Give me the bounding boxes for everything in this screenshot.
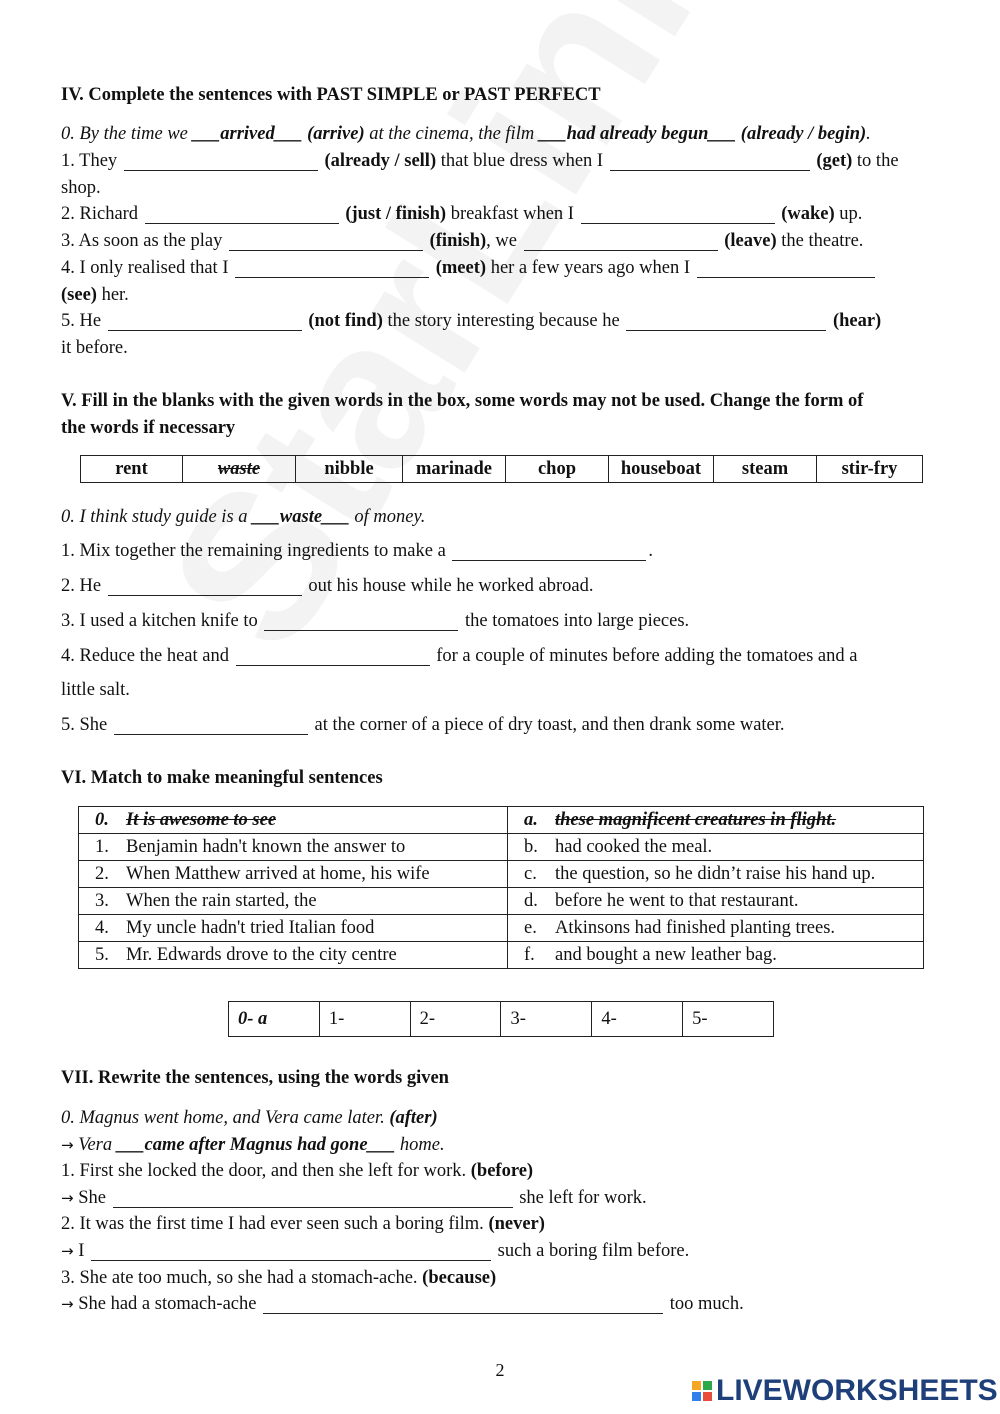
answer-input-iv-3b[interactable] [524, 233, 718, 251]
arrow-icon: → [61, 1189, 74, 1207]
word-hint: (because) [422, 1268, 497, 1288]
word-box-cell: stir-fry [817, 456, 923, 483]
row-letter: b. [524, 836, 538, 857]
logo-icon [692, 1381, 712, 1401]
section-vii-q2-answer [61, 1239, 945, 1263]
answer-input-iv-5b[interactable] [626, 313, 826, 331]
question-text: too much. [665, 1294, 744, 1314]
word-box-cell: chop [506, 456, 609, 483]
example-hint: (after) [389, 1108, 438, 1128]
section-v-q2 [61, 574, 945, 598]
match-answer-example: 0- a [229, 1002, 320, 1037]
match-right-text: these magnificent creatures in flight. [555, 809, 837, 830]
question-text: up. [834, 204, 863, 224]
question-text: her. [96, 285, 129, 305]
verb-hint: (leave) [724, 231, 777, 251]
row-number: 4. [95, 917, 109, 938]
matching-table [78, 806, 924, 969]
match-left-text: It is awesome to see [126, 809, 277, 830]
match-right-text: and bought a new leather bag. [555, 944, 777, 965]
question-text: the story interesting because he [382, 311, 625, 331]
example-text: home. [395, 1135, 445, 1155]
arrow-icon: → [61, 1295, 74, 1313]
answer-input-iv-4b[interactable] [697, 260, 875, 278]
section-v-example [61, 505, 945, 529]
section-iv-heading: IV. Complete the sentences with PAST SIMPLE or PAST PERFECT [61, 85, 601, 105]
section-v-heading-line1: V. Fill in the blanks with the given words in the box, some words may not be used. Change the form of [61, 391, 864, 411]
example-answer: ___had already begun___ [538, 124, 737, 144]
example-text: Vera [73, 1135, 117, 1155]
match-right-cell [508, 888, 924, 915]
table-row [79, 942, 924, 969]
row-number: 1. [95, 836, 109, 857]
question-text: 1. They [61, 151, 122, 171]
table-row [79, 807, 924, 834]
question-text: her a few years ago when I [486, 258, 695, 278]
match-right-cell [508, 942, 924, 969]
answer-input-iv-1a[interactable] [124, 153, 318, 171]
match-left-text: Mr. Edwards drove to the city centre [126, 944, 397, 965]
verb-hint: (get) [816, 151, 853, 171]
match-right-text: Atkinsons had finished planting trees. [555, 917, 836, 938]
answer-input-v-5[interactable] [114, 717, 308, 735]
logo-tile [703, 1381, 712, 1390]
example-text: 0. I think study guide is a [61, 507, 253, 527]
question-text: that blue dress when I [436, 151, 608, 171]
section-vii-q3-answer [61, 1292, 945, 1316]
verb-hint: (see) [61, 285, 97, 305]
example-answer: ___waste___ [252, 507, 350, 527]
answer-input-vii-3[interactable] [263, 1296, 663, 1314]
answer-input-iv-3a[interactable] [229, 233, 423, 251]
match-right-text: had cooked the meal. [555, 836, 713, 857]
row-letter: a. [524, 809, 538, 830]
table-row [79, 888, 924, 915]
question-text: the theatre. [776, 231, 864, 251]
question-text: 2. Richard [61, 204, 143, 224]
match-left-cell [79, 861, 508, 888]
answer-input-iv-1b[interactable] [610, 153, 810, 171]
logo-tile [703, 1392, 712, 1401]
question-text: She had a stomach-ache [73, 1294, 262, 1314]
word-hint: (before) [470, 1161, 534, 1181]
section-vi-heading: VI. Match to make meaningful sentences [61, 768, 383, 788]
section-vii-example-answer [61, 1133, 945, 1157]
match-answer-cell-4[interactable]: 4- [592, 1002, 683, 1037]
section-iv-q5-cont: it before. [61, 338, 128, 358]
match-right-text: before he went to that restaurant. [555, 890, 799, 911]
row-letter: e. [524, 917, 537, 938]
brand-name: LIVEWORKSHEETS [716, 1374, 998, 1407]
match-left-text: When the rain started, the [126, 890, 317, 911]
section-vii-example-question [61, 1106, 945, 1130]
match-left-text: Benjamin hadn't known the answer to [126, 836, 406, 857]
arrow-icon: → [61, 1242, 74, 1260]
section-v-heading-line2: the words if necessary [61, 418, 236, 438]
word-box-cell: nibble [296, 456, 403, 483]
question-text: for a couple of minutes before adding the tomatoes and a [431, 646, 858, 666]
section-v-q3 [61, 609, 945, 633]
row-letter: c. [524, 863, 537, 884]
verb-hint: (meet) [435, 258, 487, 278]
section-vii-q1 [61, 1159, 945, 1183]
section-iv-q1-cont: shop. [61, 178, 101, 198]
match-answer-cell-3[interactable]: 3- [501, 1002, 592, 1037]
match-left-cell [79, 888, 508, 915]
verb-hint: (wake) [781, 204, 835, 224]
verb-hint: (already / sell) [324, 151, 437, 171]
answer-input-v-1[interactable] [452, 543, 646, 561]
verb-hint: (not find) [308, 311, 383, 331]
section-vii-q2 [61, 1212, 945, 1236]
question-text: 2. It was the first time I had ever seen such a boring film. [61, 1214, 489, 1234]
question-text: 3. I used a kitchen knife to [61, 611, 263, 631]
answer-input-vii-2[interactable] [91, 1243, 491, 1261]
table-row [79, 861, 924, 888]
section-iv-q3 [61, 229, 945, 253]
example-text: 0. By the time we [61, 124, 193, 144]
question-text: at the corner of a piece of dry toast, and then drank some water. [309, 715, 785, 735]
example-hint: (already / begin) [740, 124, 867, 144]
word-box-cell: houseboat [609, 456, 714, 483]
match-right-cell [508, 861, 924, 888]
example-answer: ___arrived___ [192, 124, 303, 144]
match-answer-cell-5[interactable]: 5- [683, 1002, 774, 1037]
logo-tile [692, 1392, 701, 1401]
question-text: I [73, 1241, 89, 1261]
row-number: 0. [95, 809, 109, 830]
section-iv-q5 [61, 309, 945, 333]
section-vii-q3 [61, 1266, 945, 1290]
question-text: out his house while he worked abroad. [303, 576, 594, 596]
logo-tile [692, 1381, 701, 1390]
word-box [80, 455, 923, 483]
section-iv-q1 [61, 149, 945, 173]
match-right-cell [508, 834, 924, 861]
answer-input-iv-4a[interactable] [235, 260, 429, 278]
word-box-cell: marinade [403, 456, 506, 483]
row-number: 5. [95, 944, 109, 965]
answer-input-iv-5a[interactable] [108, 313, 302, 331]
question-text: 3. As soon as the play [61, 231, 227, 251]
word-box-cell: steam [714, 456, 817, 483]
question-text: . [648, 541, 654, 561]
example-text: at the cinema, the film [364, 124, 539, 144]
match-left-cell [79, 834, 508, 861]
question-text: 5. He [61, 311, 106, 331]
section-iv-q4 [61, 256, 945, 280]
section-iv-example [61, 122, 945, 146]
verb-hint: (just / finish) [345, 204, 447, 224]
question-text: , we [486, 231, 522, 251]
section-v-q4-cont: little salt. [61, 680, 130, 700]
question-text: she left for work. [514, 1188, 647, 1208]
answer-input-vii-1[interactable] [113, 1190, 513, 1208]
match-right-text: the question, so he didn’t raise his hand up. [555, 863, 876, 884]
row-number: 2. [95, 863, 109, 884]
word-hint: (never) [488, 1214, 545, 1234]
match-answer-cell-2[interactable]: 2- [410, 1002, 501, 1037]
row-letter: d. [524, 890, 538, 911]
question-text: breakfast when I [446, 204, 579, 224]
match-left-cell [79, 915, 508, 942]
question-text: 4. Reduce the heat and [61, 646, 234, 666]
example-text: of money. [349, 507, 426, 527]
verb-hint: (finish) [429, 231, 487, 251]
match-answer-table [228, 1001, 774, 1037]
liveworksheets-logo[interactable] [692, 1373, 998, 1409]
section-v-q4 [61, 644, 945, 668]
table-row [79, 915, 924, 942]
match-left-cell [79, 942, 508, 969]
question-text: such a boring film before. [493, 1241, 690, 1261]
word-box-cell-used: waste [183, 456, 296, 483]
answer-input-v-4[interactable] [236, 648, 430, 666]
match-left-text: My uncle hadn't tried Italian food [126, 917, 375, 938]
answer-input-v-3[interactable] [264, 613, 458, 631]
row-number: 3. [95, 890, 109, 911]
section-vii-q1-answer [61, 1186, 945, 1210]
arrow-icon: → [61, 1136, 74, 1154]
answer-input-iv-2a[interactable] [145, 206, 339, 224]
word-box-cell: rent [81, 456, 183, 483]
row-letter: f. [524, 944, 535, 965]
question-text: 1. Mix together the remaining ingredients to make a [61, 541, 451, 561]
question-text: to the [852, 151, 899, 171]
match-left-cell [79, 807, 508, 834]
match-right-cell [508, 915, 924, 942]
example-hint: (arrive) [307, 124, 365, 144]
verb-hint: (hear) [832, 311, 882, 331]
section-iv-q4-cont [61, 283, 945, 307]
example-text: 0. Magnus went home, and Vera came later. [61, 1108, 390, 1128]
match-answer-cell-1[interactable]: 1- [319, 1002, 410, 1037]
question-text: 2. He [61, 576, 106, 596]
match-right-cell [508, 807, 924, 834]
section-iv-q2 [61, 202, 945, 226]
question-text: 4. I only realised that I [61, 258, 234, 278]
page-number: 2 [495, 1360, 505, 1380]
answer-input-iv-2b[interactable] [581, 206, 775, 224]
section-vii-heading: VII. Rewrite the sentences, using the words given [61, 1068, 449, 1088]
answer-input-v-2[interactable] [108, 578, 302, 596]
question-text: the tomatoes into large pieces. [460, 611, 690, 631]
question-text: 3. She ate too much, so she had a stomach-ache. [61, 1268, 423, 1288]
section-v-q1 [61, 539, 945, 563]
question-text: 1. First she locked the door, and then she left for work. [61, 1161, 471, 1181]
question-text: She [73, 1188, 111, 1208]
table-row [79, 834, 924, 861]
question-text: 5. She [61, 715, 112, 735]
example-text: . [866, 124, 871, 144]
match-left-text: When Matthew arrived at home, his wife [126, 863, 430, 884]
example-answer: ___came after Magnus had gone___ [116, 1135, 396, 1155]
section-v-q5 [61, 713, 945, 737]
